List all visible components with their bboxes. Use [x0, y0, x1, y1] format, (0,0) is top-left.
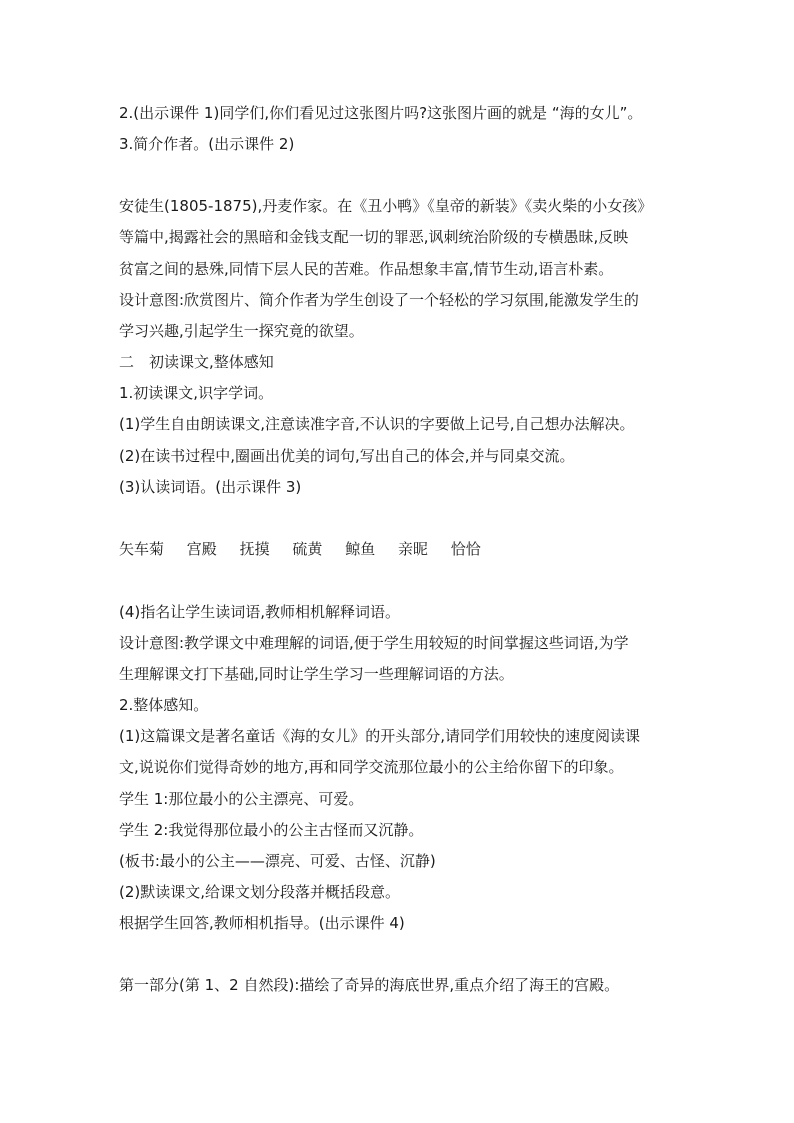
vocabulary-word: 矢车菊 [119, 540, 165, 558]
text-line: 2.整体感知。 [119, 696, 209, 714]
text-line: 第一部分(第 1、2 自然段):描绘了奇异的海底世界,重点介绍了海王的宫殿。 [119, 976, 620, 994]
text-line: 文,说说你们觉得奇妙的地方,再和同学交流那位最小的公主给你留下的印象。 [119, 758, 624, 776]
text-line: (4)指名让学生读词语,教师相机解释词语。 [119, 603, 401, 621]
text-line: (3)认读词语。(出示课件 3) [119, 478, 302, 496]
vocabulary-word: 恰恰 [450, 540, 481, 558]
text-line: 安徒生(1805-1875),丹麦作家。在《丑小鸭》《皇帝的新装》《卖火柴的小女孩》 [119, 197, 653, 215]
vocabulary-word: 鲸鱼 [345, 540, 376, 558]
text-line: 生理解课文打下基础,同时让学生学习一些理解词语的方法。 [119, 665, 514, 683]
text-line: 等篇中,揭露社会的黑暗和金钱支配一切的罪恶,讽刺统治阶级的专横愚昧,反映 [119, 228, 629, 246]
text-line: (1)这篇课文是著名童话《海的女儿》的开头部分,请同学们用较快的速度阅读课 [119, 727, 641, 745]
text-line: 1.初读课文,识字学词。 [119, 384, 274, 402]
text-line: (1)学生自由朗读课文,注意读准字音,不认识的字要做上记号,自己想办法解决。 [119, 415, 635, 433]
text-line: 根据学生回答,教师相机指导。(出示课件 4) [119, 914, 405, 932]
vocabulary-word: 亲昵 [397, 540, 428, 558]
text-line: (2)默读课文,给课文划分段落并概括段意。 [119, 883, 401, 901]
vocabulary-word: 抚摸 [239, 540, 270, 558]
text-line: 贫富之间的悬殊,同情下层人民的苦难。作品想象丰富,情节生动,语言朴素。 [119, 260, 614, 278]
text-line: 学生 1:那位最小的公主漂亮、可爱。 [119, 790, 364, 808]
vocabulary-list [119, 539, 499, 559]
vocabulary-word: 硫黄 [292, 540, 323, 558]
design-intent: 设计意图:欣赏图片、简介作者为学生创设了一个轻松的学习氛围,能激发学生的 [119, 291, 639, 309]
text-line: 2.(出示课件 1)同学们,你们看见过这张图片吗?这张图片画的就是 “海的女儿”。 [119, 104, 643, 122]
text-line: 3.简介作者。(出示课件 2) [119, 135, 295, 153]
text-line: 学习兴趣,引起学生一探究竟的欲望。 [119, 322, 364, 340]
section-heading: 二 初读课文,整体感知 [119, 353, 274, 371]
vocabulary-word: 宫殿 [186, 540, 217, 558]
text-line: 学生 2:我觉得那位最小的公主古怪而又沉静。 [119, 821, 424, 839]
text-line: (2)在读书过程中,圈画出优美的词句,写出自己的体会,并与同桌交流。 [119, 447, 575, 465]
text-line: (板书:最小的公主——漂亮、可爱、古怪、沉静) [119, 852, 436, 870]
design-intent: 设计意图:教学课文中难理解的词语,便于学生用较短的时间掌握这些词语,为学 [119, 634, 629, 652]
